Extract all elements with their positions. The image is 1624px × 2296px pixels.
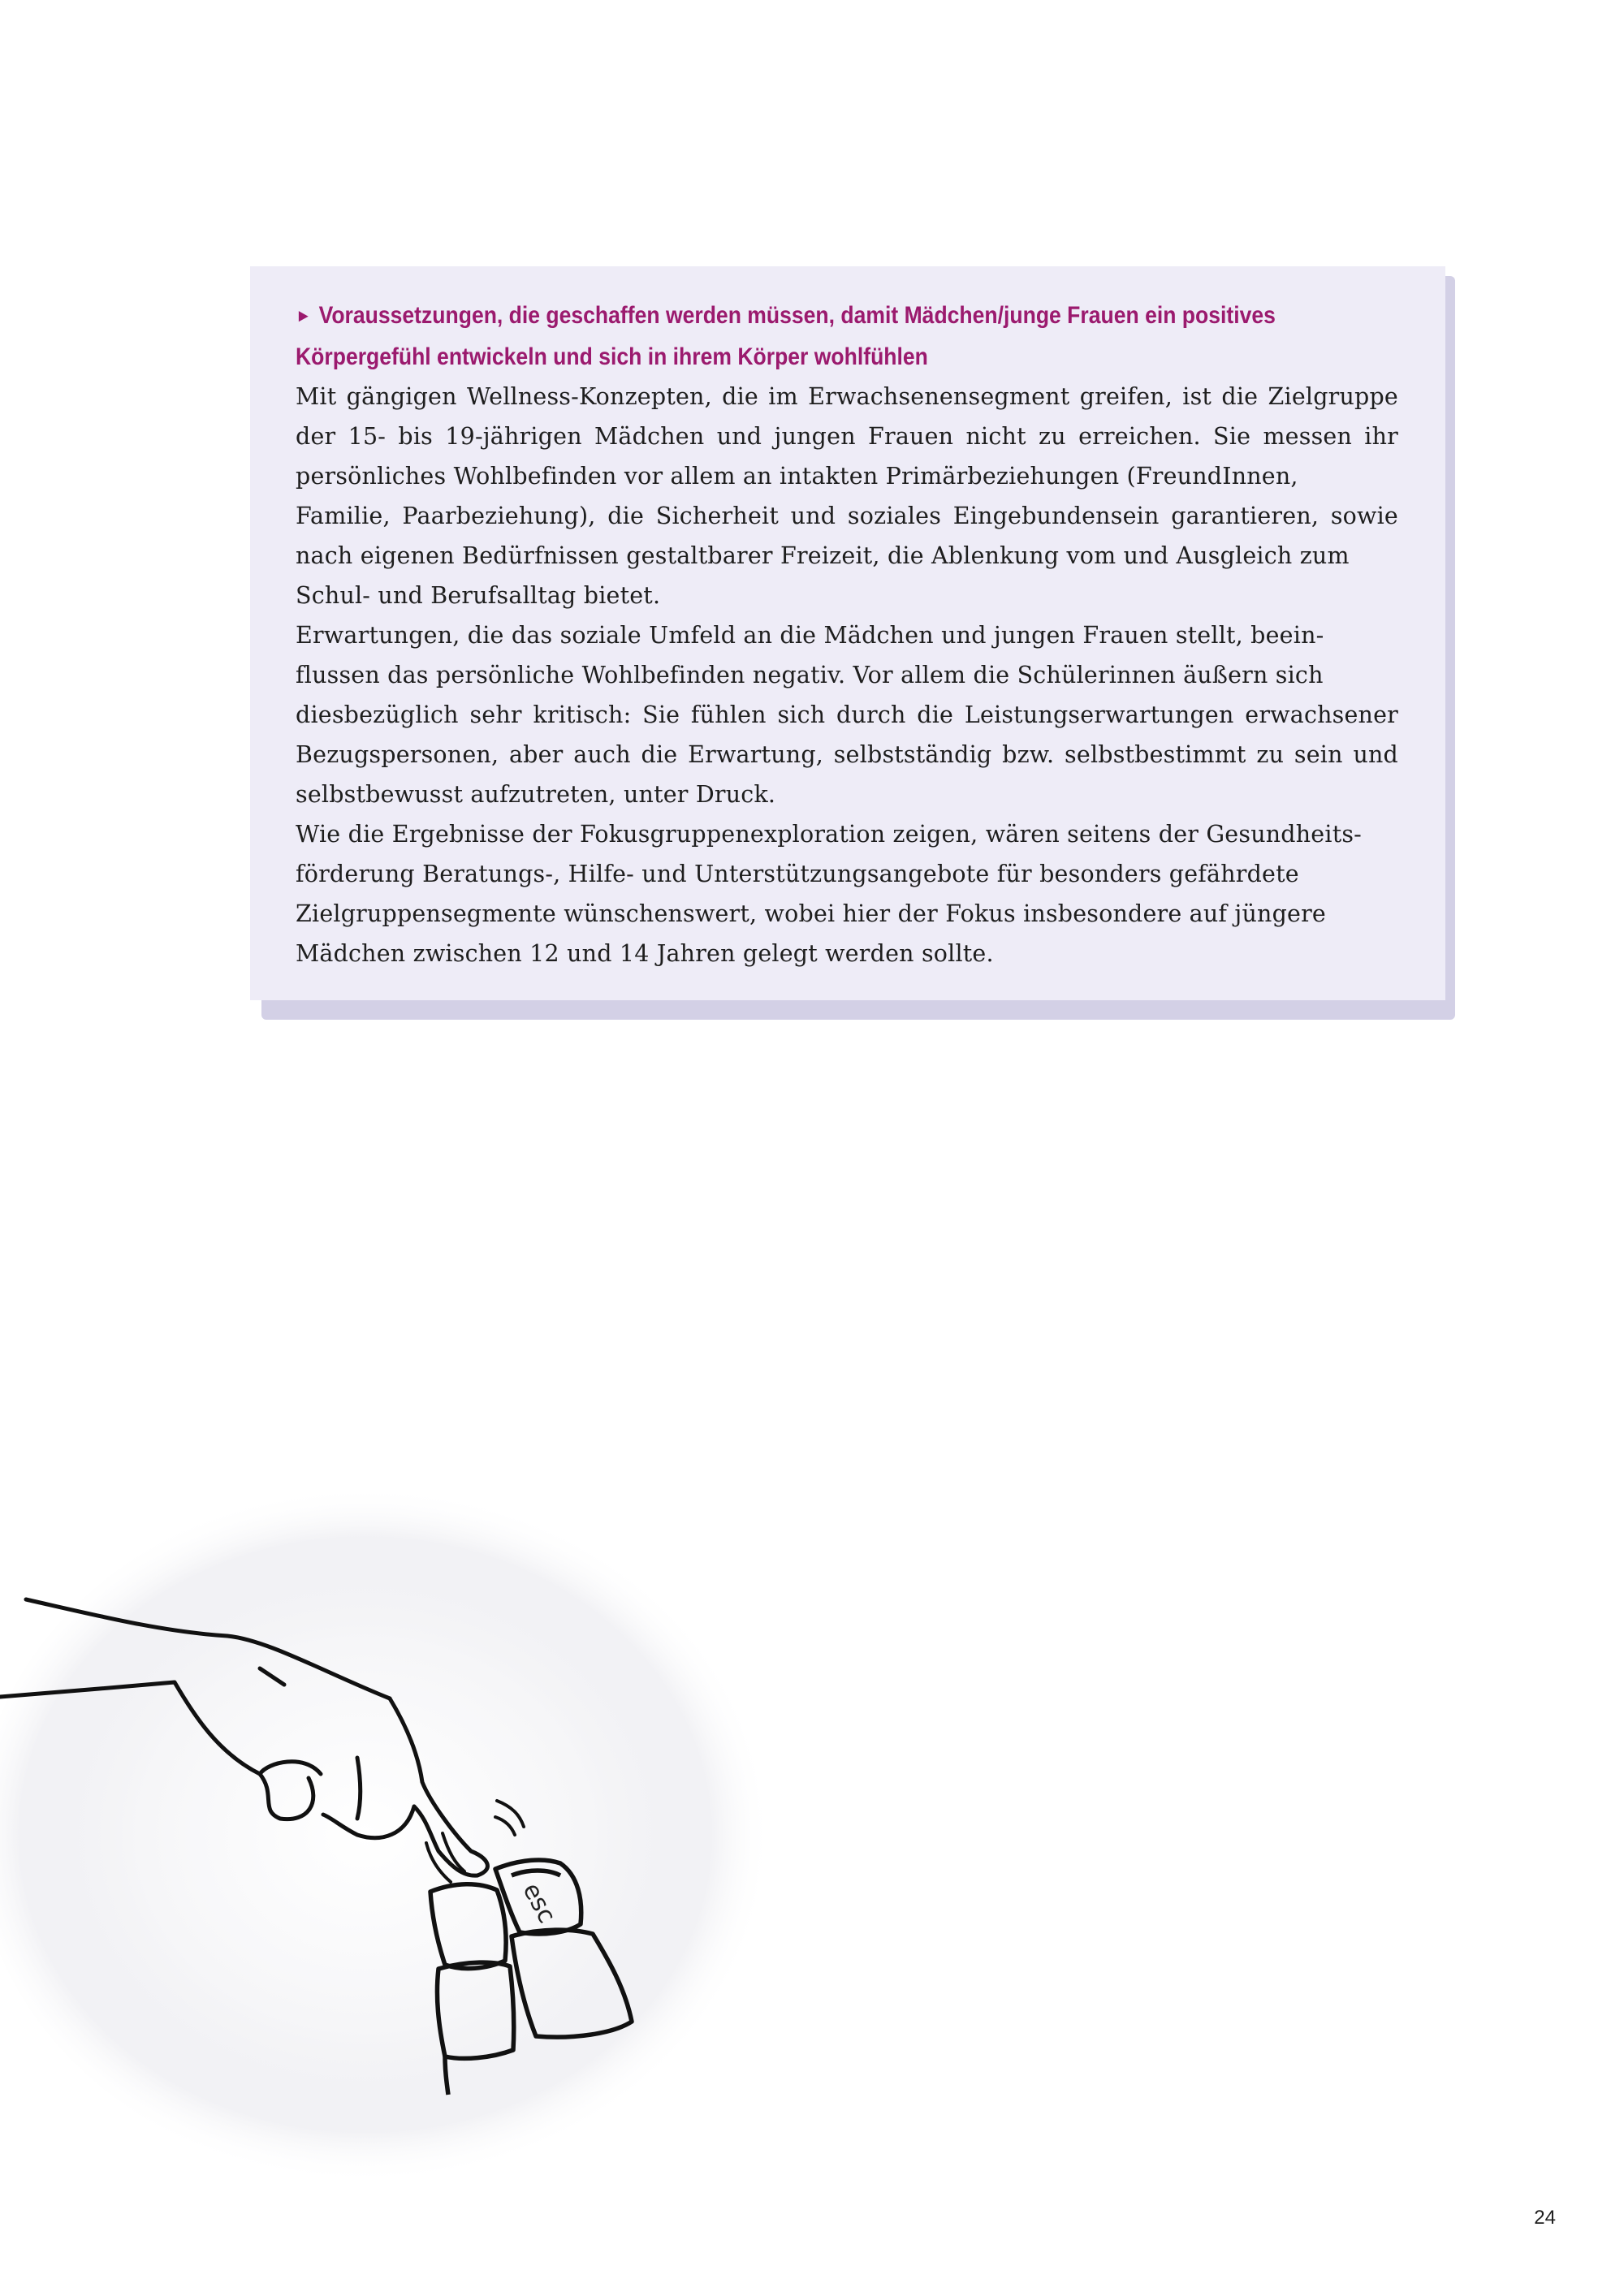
body-line: persönliches Wohlbefinden vor allem an intakten Primärbeziehungen (FreundInnen, [296, 463, 1298, 490]
body-line: Wie die Ergebnisse der Fokusgruppenexploration zeigen, wären seitens der Gesundheits- [296, 821, 1362, 848]
shading-halo [0, 1494, 780, 2184]
infobox-body [296, 377, 1398, 973]
body-line: Zielgruppensegmente wünschenswert, wobei hier der Fokus insbesondere auf jüngere [296, 900, 1326, 927]
infobox [250, 266, 1445, 1000]
page-number: 24 [1534, 2207, 1556, 2229]
body-line: selbstbewusst aufzutreten, unter Druck. [296, 781, 776, 808]
body-line: flussen das persönliche Wohlbefinden negativ. Vor allem die Schülerinnen äußern sich [296, 662, 1324, 688]
infobox-heading [296, 296, 1397, 377]
body-line: Erwartungen, die das soziale Umfeld an die Mädchen und jungen Frauen stellt, beein- [296, 622, 1324, 649]
body-line: Bezugspersonen, aber auch die Erwartung, selbstständig bzw. selbstbestimmt zu sein und [296, 741, 1398, 768]
body-line: Mit gängigen Wellness-Konzepten, die im Erwachsenensegment greifen, ist die Zielgruppe [296, 383, 1398, 410]
heading-line-2: Körpergefühl entwickeln und sich in ihrem Körper wohlfühlen [296, 343, 928, 370]
heading-line-1: Voraussetzungen, die geschaffen werden müssen, damit Mädchen/junge Frauen ein positives [318, 302, 1276, 329]
body-line: Mädchen zwischen 12 und 14 Jahren gelegt werden sollte. [296, 940, 994, 967]
triangle-marker-icon: ► [296, 305, 312, 326]
body-line: Familie, Paarbeziehung), die Sicherheit und soziales Eingebundensein garantieren, sowie [296, 503, 1398, 529]
body-line: diesbezüglich sehr kritisch: Sie fühlen sich durch die Leistungserwartungen erwachsener [296, 701, 1398, 728]
hand-pressing-esc-key-drawing [0, 1494, 780, 2225]
body-line: nach eigenen Bedürfnissen gestaltbarer Freizeit, die Ablenkung vom und Ausgleich zum [296, 542, 1350, 569]
body-line: förderung Beratungs-, Hilfe- und Unterstützungsangebote für besonders gefährdete [296, 861, 1299, 887]
body-line: der 15- bis 19-jährigen Mädchen und jungen Frauen nicht zu erreichen. Sie messen ihr [296, 423, 1398, 450]
esc-key-label: esc [516, 1878, 562, 1928]
body-line: Schul- und Berufsalltag bietet. [296, 582, 661, 609]
